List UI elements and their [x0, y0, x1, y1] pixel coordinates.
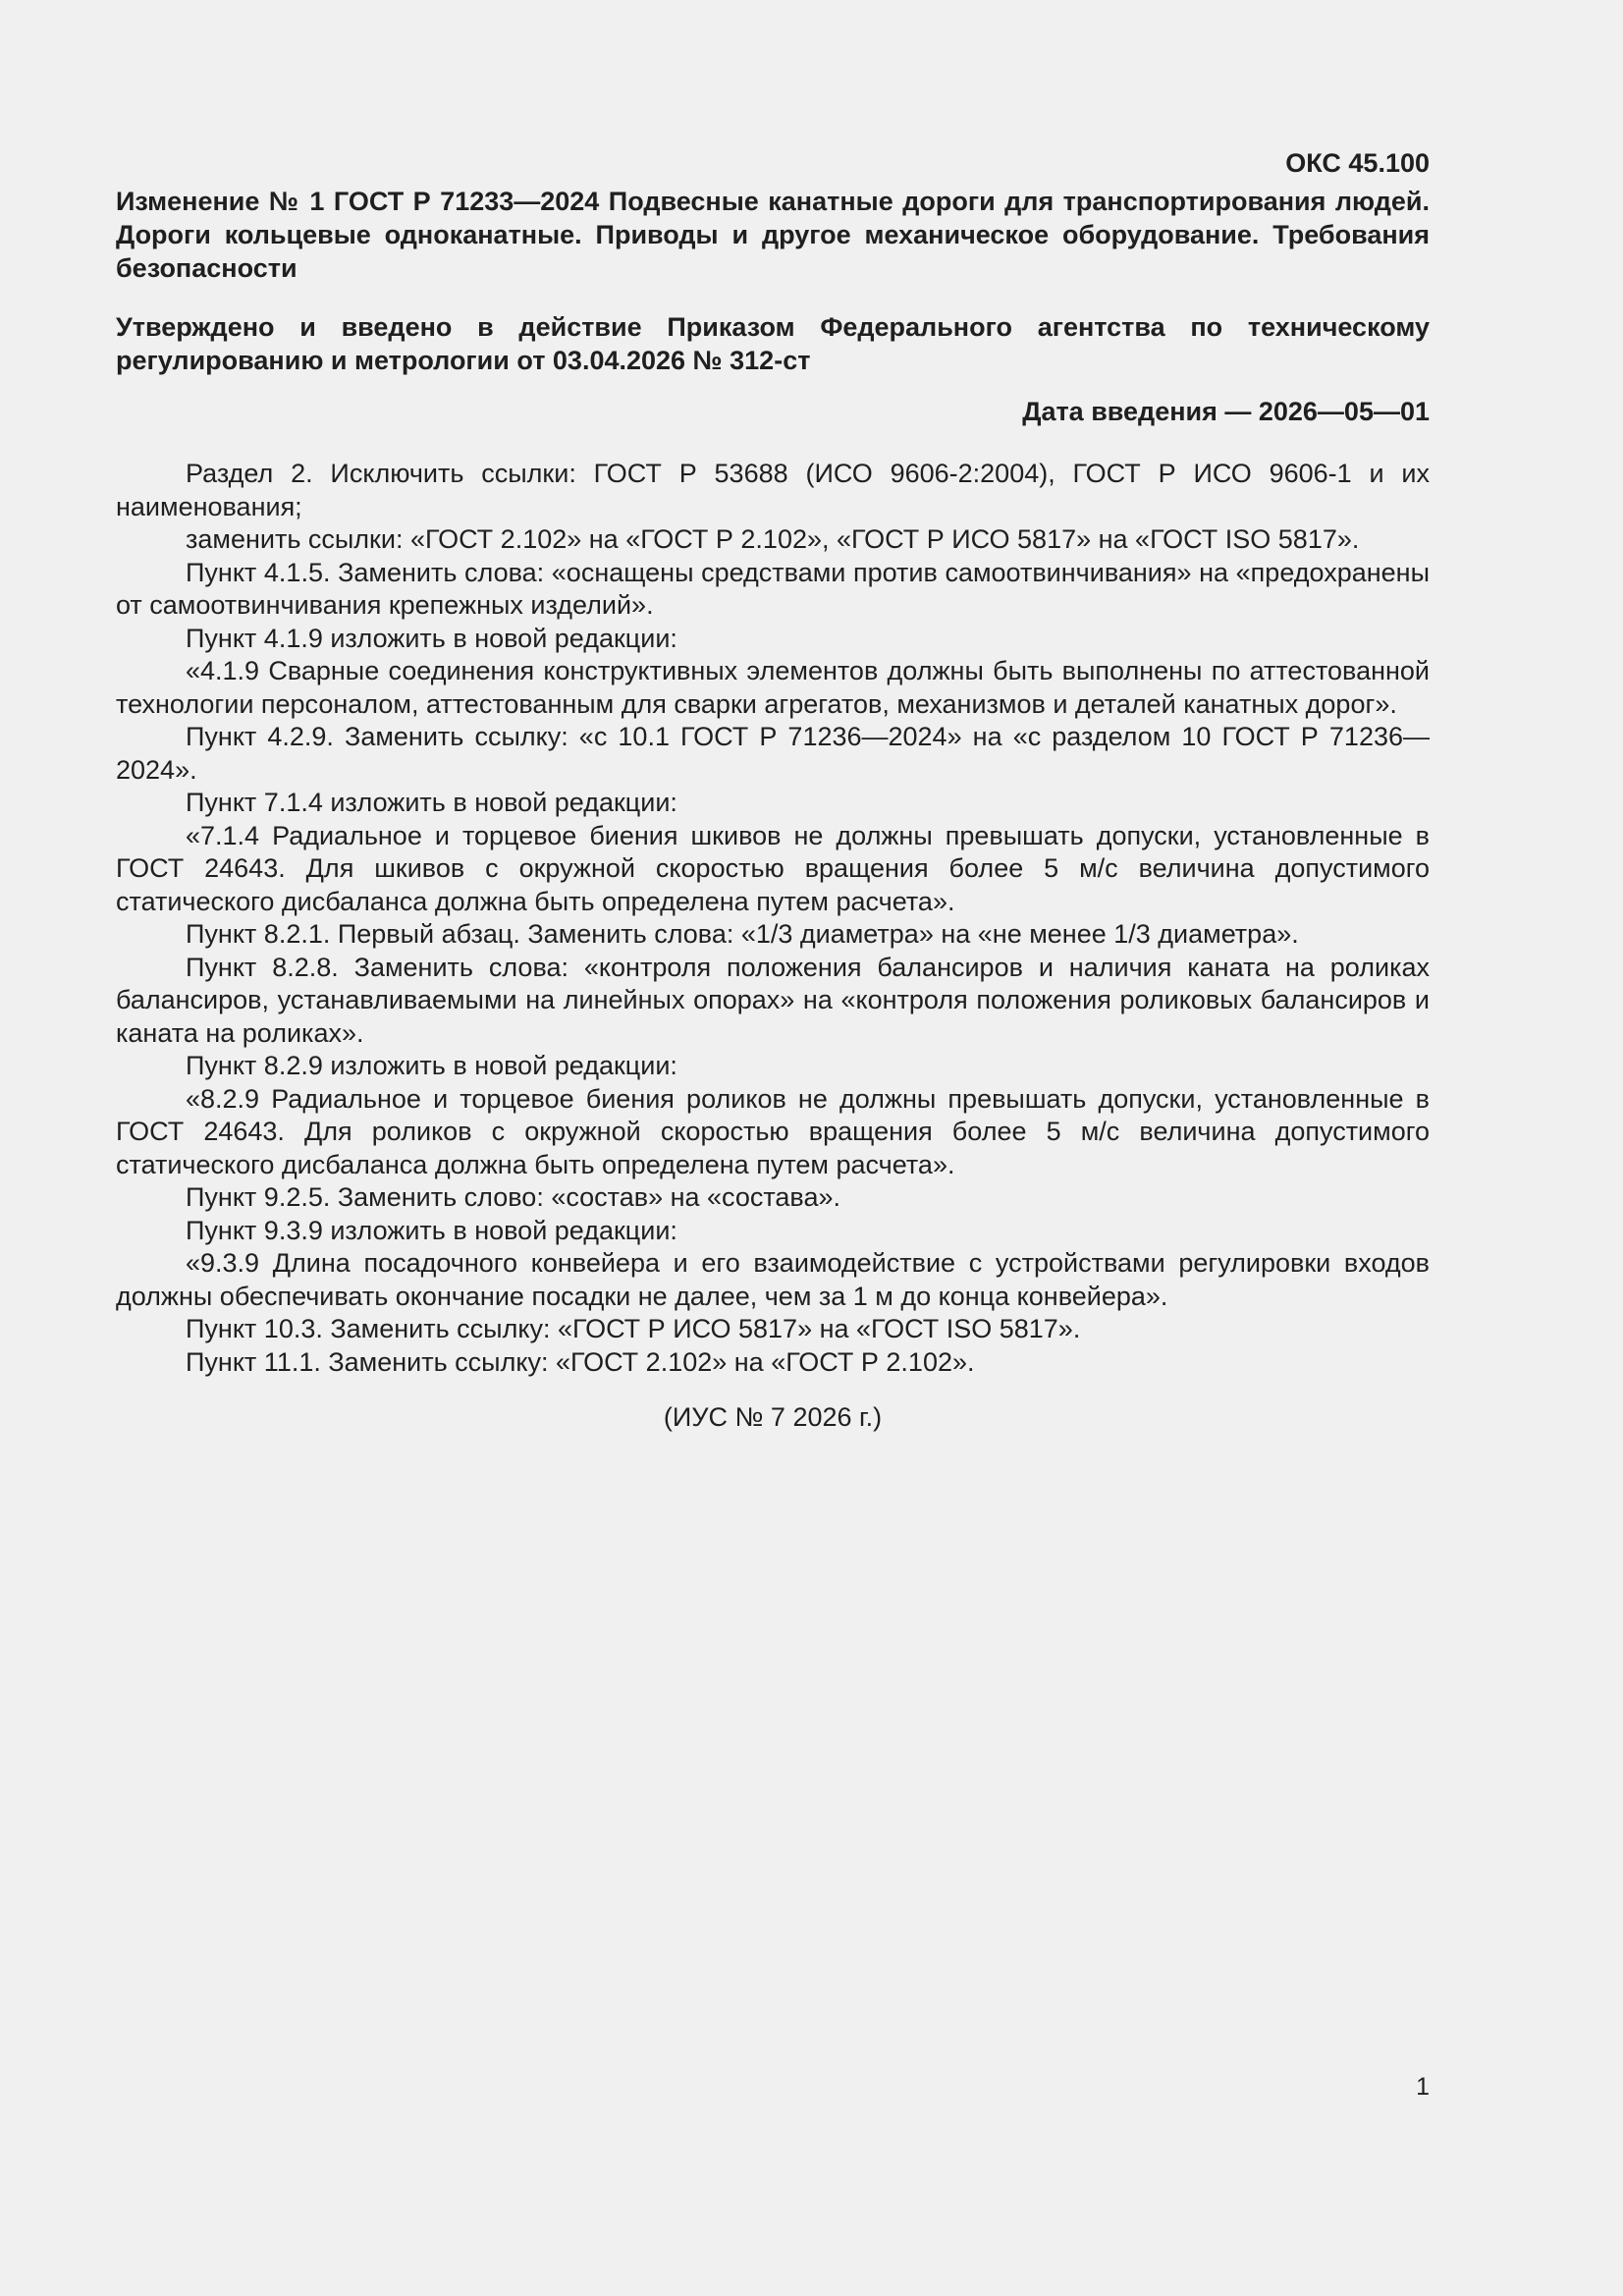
paragraph: Пункт 8.2.8. Заменить слова: «контроля положения балансиров и наличия каната на роликах балансиров, устанавливаемыми на линейных опорах» на «контроля положения роликовых балансиров и каната на роликах». — [116, 952, 1430, 1048]
paragraph: Пункт 9.3.9 изложить в новой редакции: — [186, 1215, 677, 1245]
paragraph: «9.3.9 Длина посадочного конвейера и его взаимодействие с устройствами регулировки входов должны обеспечивать окончание посадки не далее, чем за 1 м до конца конвейера». — [116, 1248, 1430, 1311]
paragraph: Пункт 7.1.4 изложить в новой редакции: — [186, 788, 677, 817]
paragraph: Пункт 11.1. Заменить ссылку: «ГОСТ 2.102» на «ГОСТ Р 2.102». — [186, 1346, 975, 1377]
paragraph: Пункт 4.2.9. Заменить ссылку: «с 10.1 ГОСТ Р 71236—2024» на «с разделом 10 ГОСТ Р 71236—2024». — [116, 722, 1430, 785]
paragraph: Пункт 4.1.5. Заменить слова: «оснащены средствами против самоотвинчивания» на «предохранены от самоотвинчивания крепежных изделий». — [116, 557, 1430, 620]
paragraph: Пункт 8.2.1. Первый абзац. Заменить слова: «1/3 диаметра» на «не менее 1/3 диаметра». — [186, 919, 1299, 949]
document-title: Изменение № 1 ГОСТ Р 71233—2024 Подвесные канатные дороги для транспортирования людей. Дороги кольцевые одноканатные. Приводы и другое механическое оборудование. Требования безопасности — [116, 187, 1430, 283]
approval-statement: Утверждено и введено в действие Приказом Федерального агентства по техническому регулированию и метрологии от 03.04.2026 № 312-ст — [116, 312, 1430, 375]
paragraph: Пункт 10.3. Заменить ссылку: «ГОСТ Р ИСО 5817» на «ГОСТ ISO 5817». — [186, 1314, 1081, 1343]
paragraph: «8.2.9 Радиальное и торцевое биения роликов не должны превышать допуски, установленные в ГОСТ 24643. Для роликов с окружной скоростью вращения более 5 м/с величина допустимого статического дисбаланса должна быть определена путем расчета». — [116, 1083, 1430, 1179]
ius-reference: (ИУС № 7 2026 г.) — [663, 1402, 883, 1432]
page-number: 1 — [1416, 2073, 1430, 2101]
paragraph: Пункт 9.2.5. Заменить слово: «состав» на «состава». — [186, 1182, 841, 1212]
introduction-date: Дата введения — 2026—05—01 — [1022, 397, 1430, 426]
classification-code: ОКС 45.100 — [1285, 148, 1430, 178]
paragraph: «4.1.9 Сварные соединения конструктивных элементов должны быть выполнены по аттестованной технологии персоналом, аттестованным для сварки агрегатов, механизмов и деталей канатных дорог». — [116, 656, 1430, 719]
paragraph: Пункт 8.2.9 изложить в новой редакции: — [186, 1051, 677, 1080]
paragraph: Пункт 4.1.9 изложить в новой редакции: — [186, 623, 677, 653]
document-page — [116, 145, 1430, 1434]
document-body — [116, 458, 1430, 1379]
paragraph: «7.1.4 Радиальное и торцевое биения шкивов не должны превышать допуски, установленные в ГОСТ 24643. Для шкивов с окружной скоростью вращения более 5 м/с величина допустимого статического дисбаланса должна быть определена путем расчета». — [116, 820, 1430, 916]
paragraph: Раздел 2. Исключить ссылки: ГОСТ Р 53688 (ИСО 9606-2:2004), ГОСТ Р ИСО 9606-1 и их наименования; — [116, 459, 1430, 521]
paragraph: заменить ссылки: «ГОСТ 2.102» на «ГОСТ Р 2.102», «ГОСТ Р ИСО 5817» на «ГОСТ ISO 5817». — [186, 524, 1360, 554]
